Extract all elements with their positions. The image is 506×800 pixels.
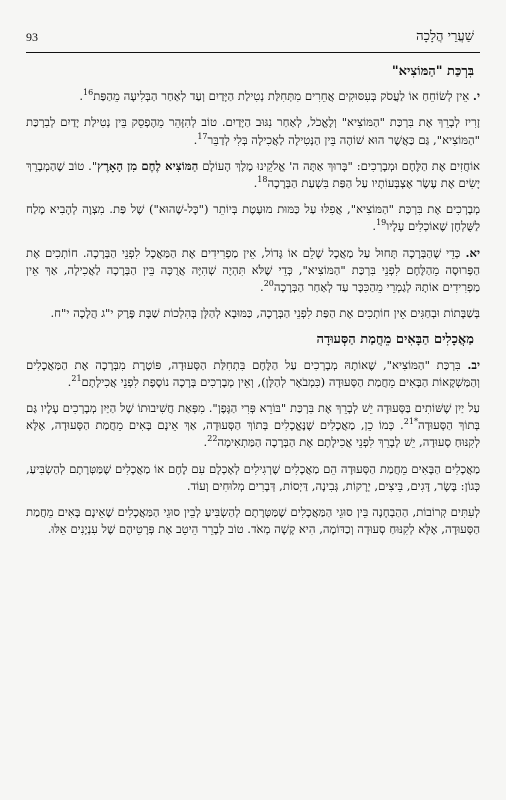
section-title-hamotzi: בִּרְכַּת "הַמּוֹצִיא": [391, 64, 474, 79]
footnote-ref[interactable]: 19: [376, 218, 387, 228]
paragraph-text: מְבָרְכִים אֶת בִּרְכַּת "הַמּוֹצִיא", אֲפִלּוּ עַל כַּמּוּת מוּעֶטֶת בְּיוֹתֵר ("כָּל-שֶׁהוּא") שֶׁל פַּת. מִצְוָה לְהָבִיא מֶלַח לַשֻּׁלְחָן שֶׁאוֹכְלִים עָלָיו: [26, 202, 480, 234]
punctuation: .: [193, 132, 198, 147]
paragraph-10: [26, 88, 480, 105]
paragraph-number: יא.: [465, 245, 480, 260]
footnote-ref[interactable]: 20: [263, 279, 274, 289]
paragraph-quick-blessing: [26, 114, 480, 148]
paragraph-text: מַאֲכָלִים הַבָּאִים מֵחֲמַת הַסְּעוּדָה הֵם מַאֲכָלִים שֶׁרְגִילִים לְאָכְלָם עִם לֶחֶם אוֹ מַאֲכָלִים שֶׁמַּטְּרָתָם לְהַשְׂבִּיעַ, כְּגוֹן: בָּשָׂר, דָּגִים, בֵּיצִים, יְרָקוֹת, גְּבִינָה, דַּיְסוֹת, דְּבָרִים מְלוּחִים וְעוֹד.: [26, 461, 480, 493]
punctuation: .: [260, 280, 264, 295]
page-number: 93: [26, 30, 38, 44]
paragraph-text: ". טוֹב שֶׁהַמְבָרֵךְ יָשִׂים אֶת עֶשֶׂר אֶצְבְּעוֹתָיו עַל הַפַּת בִּשְׁעַת הַבְּרָכָה: [26, 158, 480, 191]
paragraph-text: עַל יַיִן שֶׁשּׁוֹתִים בַּסְּעוּדָה יֵשׁ לְבָרֵךְ אֶת בִּרְכַּת "בּוֹרֵא פְּרִי הַגָּפֶן". מִפְּאַת חֲשִׁיבוּתוֹ שֶׁל הַיַּיִן מְבָרְכִים עָלָיו גַּם בְּתוֹךְ הַסְּעוּדָה: [26, 401, 481, 433]
body-text: [26, 63, 480, 538]
footnote-ref[interactable]: 22: [207, 434, 218, 444]
blessing-bold-text: הַמּוֹצִיא לֶחֶם מִן הָאָרֶץ: [97, 158, 199, 173]
paragraph-number: יב.: [467, 357, 480, 372]
running-head: שַׁעֲרֵי הֲלָכָה: [416, 29, 474, 44]
punctuation: .: [253, 176, 258, 191]
paragraph-meal-foods: [26, 461, 480, 495]
footnote-ref[interactable]: 18: [257, 175, 268, 185]
paragraph-blessing-text: [26, 158, 480, 192]
paragraph-text: . כְּמוֹ כֵן, מַאֲכָלִים שֶׁנֶּאֱכָלִים בְּתוֹךְ הַסְּעוּדָה, אַךְ אֵינָם בָּאִים מֵחֲמַת הַסְּעוּדָה, אֶלָּא לְקִנּוּחַ סְעוּדָה, יֵשׁ לְבָרֵךְ לִפְנֵי אֲכִילָתָם אֶת הַבְּרָכָה הַמַּתְאִימָה: [26, 418, 480, 450]
footnote-ref[interactable]: *21: [403, 417, 418, 427]
paragraph-text: אֵין לְשׂוֹחֵחַ אוֹ לַעֲסֹק בְּעִסּוּקִים אֲחֵרִים מִתְּחִלַּת נְטִילַת הַיָּדַיִם וְעַד לְאַחַר הַבְּלִיעָה מֵהַפַּת: [93, 89, 470, 104]
paragraph-11: [26, 245, 480, 297]
page-header: [26, 28, 480, 46]
paragraph-distinction: [26, 504, 480, 538]
paragraph-text: בְּשַׁבָּתוֹת וּבְחַגִּים אֵין חוֹתְכִים אֶת הַפַּת לִפְנֵי הַבְּרָכָה, כַּמּוּבָא לְהַלָּן בְּהִלְכוֹת שַׁבָּת פֶּרֶק י"ג הֲלָכָה י"ח.: [50, 306, 480, 321]
header-rule: [26, 52, 480, 53]
paragraph-shabbat: [26, 305, 480, 322]
paragraph-text: זָרִיז לְבָרֵךְ אֶת בִּרְכַּת "הַמּוֹצִיא" וְלֶאֱכֹל, לְאַחַר נִגּוּב הַיָּדַיִם. טוֹב לְהִזָּהֵר מֵהֶפְסֵק בֵּין נְטִילַת יָדַיִם לְבִרְכַּת "הַמּוֹצִיא", גַּם כַּאֲשֶׁר הוּא שׁוֹהֶה בֵּין הַנְּטִילָה לַאֲכִילָה בְּלִי לְדַבֵּר: [26, 115, 480, 147]
punctuation: .: [372, 219, 377, 234]
footnote-ref[interactable]: 21: [71, 373, 82, 383]
footnote-ref[interactable]: 16: [83, 88, 94, 98]
punctuation: .: [203, 435, 208, 450]
paragraph-small-amount: [26, 201, 480, 235]
paragraph-text: לְעִתִּים קְרוֹבוֹת, הַהַבְחָנָה בֵּין סוּגֵי הַמַּאֲכָלִים שֶׁמַּטְּרָתָם לְהַשְׂבִּיעַ לְבֵין סוּגֵי הַמַּאֲכָלִים שֶׁאֵינָם בָּאִים מֵחֲמַת הַסְּעוּדָה, אֶלָּא לְקִנּוּחַ סְעוּדָה וְכַדּוֹמֶה, הִיא קָשָׁה מְאֹד. טוֹב לְבָרֵר הֵיטֵב אֶת פְּרָטֵיהֶם שֶׁל עִנְיָנִים אֵלּוּ.: [26, 505, 480, 537]
paragraph-wine: [26, 400, 480, 452]
footnote-ref[interactable]: 17: [197, 131, 208, 141]
punctuation: .: [67, 374, 72, 389]
paragraph-12: [26, 357, 480, 391]
paragraph-number: י.: [472, 89, 480, 104]
section-title-meal-foods: מַאֲכָלִים הַבָּאִים מֵחֲמַת הַסְּעוּדָה: [316, 332, 474, 348]
paragraph-text: כְּדֵי שֶׁהַבְּרָכָה תָּחוּל עַל מַאֲכָל שָׁלֵם אוֹ גָּדוֹל, אֵין מַפְרִידִים אֶת הַמַּאֲכָל לִפְנֵי הַבְּרָכָה. חוֹתְכִים אֶת הַפְּרוּסָה מֵהַלֶּחֶם לִפְנֵי בִּרְכַּת "הַמּוֹצִיא", כְּדֵי שֶׁלֹּא תִּהְיֶה שְׁהִיָּה אֲרֻכָּה בֵּין הַבְּרָכָה לַאֲכִילָה, אַךְ אֵין מַפְרִידִים אוֹתָהּ לְגַמְרֵי מֵהַכִּכָּר עַד לְאַחַר הַבְּרָכָה: [26, 245, 480, 295]
paragraph-text: אוֹחֲזִים אֶת הַלֶּחֶם וּמְבָרְכִים: "בָּרוּךְ אַתָּה ה' אֱלֹקֵינוּ מֶלֶךְ הָעוֹלָם: [202, 158, 481, 173]
paragraph-text: בִּרְכַּת "הַמּוֹצִיא", שֶׁאוֹתָהּ מְבָרְכִים עַל הַלֶּחֶם בִּתְחִלַּת הַסְּעוּדָה, פּוֹטֶרֶת מִבְּרָכָה אֶת הַמַּאֲכָלִים וְהַמַּשְׁקָאוֹת הַבָּאִים מֵחֲמַת הַסְּעוּדָה (כִּמְבֹאָר לְהַלָּן), וְאֵין מְבָרְכִים בְּרָכָה נוֹסֶפֶת לִפְנֵי אֲכִילָתָם: [26, 357, 480, 389]
punctuation: .: [79, 89, 84, 104]
